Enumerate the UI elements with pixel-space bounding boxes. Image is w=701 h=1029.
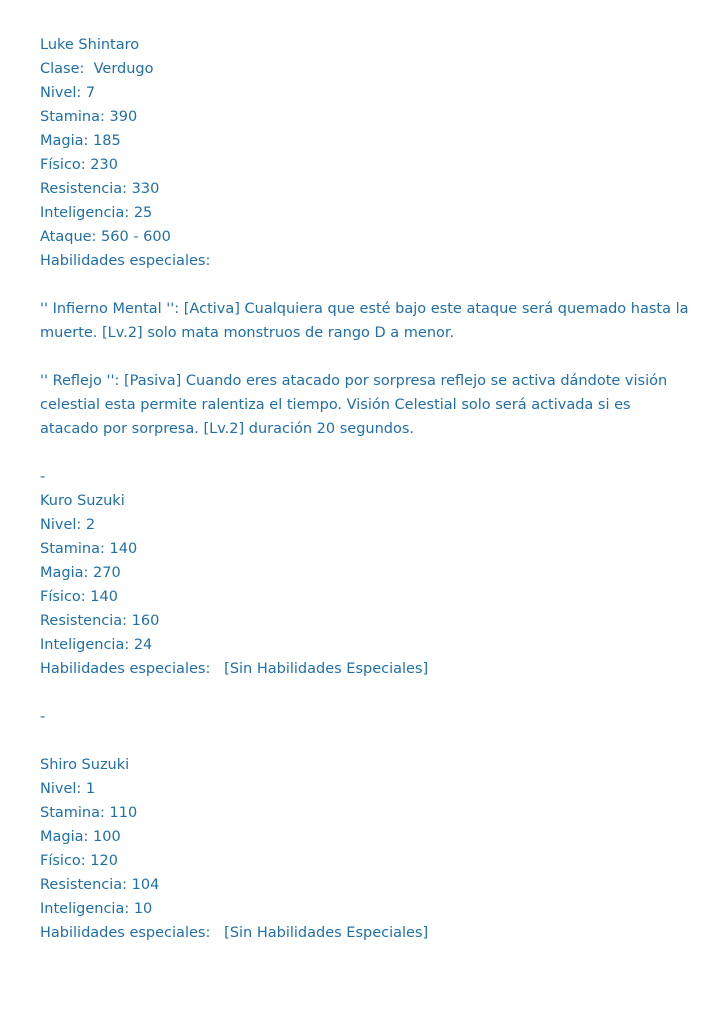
stat-stamina: Stamina: 140 (40, 541, 138, 557)
stat-nivel: Nivel: 7 (40, 85, 96, 101)
stat-magia: Magia: 100 (40, 829, 121, 845)
stat-ataque: Ataque: 560 - 600 (40, 229, 171, 245)
separator: - (40, 709, 46, 725)
stat-clase: Clase: Verdugo (40, 61, 154, 77)
character-name: Luke Shintaro (40, 37, 140, 53)
stat-stamina: Stamina: 390 (40, 109, 138, 125)
character-shiro (40, 753, 690, 945)
spacer (40, 345, 690, 369)
stat-resistencia: Resistencia: 104 (40, 877, 160, 893)
habilidades-heading: Habilidades especiales: (40, 253, 211, 269)
stat-nivel: Nivel: 2 (40, 517, 96, 533)
stat-inteligencia: Inteligencia: 25 (40, 205, 153, 221)
habilidades-line: Habilidades especiales: [Sin Habilidades Especiales] (40, 925, 429, 941)
character-kuro (40, 489, 690, 705)
stat-inteligencia: Inteligencia: 10 (40, 901, 153, 917)
spacer (40, 441, 690, 465)
character-name: Kuro Suzuki (40, 493, 125, 509)
stat-stamina: Stamina: 110 (40, 805, 138, 821)
skill-reflejo: '' Reflejo '': [Pasiva] Cuando eres atacado por sorpresa reflejo se activa dándote visión celestial esta permite ralentiza el tiempo. Visión Celestial solo será activada si es atacado por sorpresa. [Lv.2] duración 20 segundos. (40, 373, 668, 437)
separator: - (40, 469, 46, 485)
stat-inteligencia: Inteligencia: 24 (40, 637, 153, 653)
stat-resistencia: Resistencia: 330 (40, 181, 160, 197)
stat-fisico: Físico: 140 (40, 589, 118, 605)
spacer (40, 729, 690, 753)
document-page (40, 33, 690, 945)
habilidades-line: Habilidades especiales: [Sin Habilidades Especiales] (40, 661, 429, 677)
spacer (40, 273, 690, 297)
stat-resistencia: Resistencia: 160 (40, 613, 160, 629)
skill-infierno-mental: '' Infierno Mental '': [Activa] Cualquiera que esté bajo este ataque será quemado hasta la muerte. [Lv.2] solo mata monstruos de rango D a menor. (40, 301, 689, 341)
stat-nivel: Nivel: 1 (40, 781, 96, 797)
spacer (40, 681, 690, 705)
stat-magia: Magia: 270 (40, 565, 121, 581)
stat-magia: Magia: 185 (40, 133, 121, 149)
stat-fisico: Físico: 230 (40, 157, 118, 173)
character-luke (40, 33, 690, 465)
character-name: Shiro Suzuki (40, 757, 130, 773)
stat-fisico: Físico: 120 (40, 853, 118, 869)
